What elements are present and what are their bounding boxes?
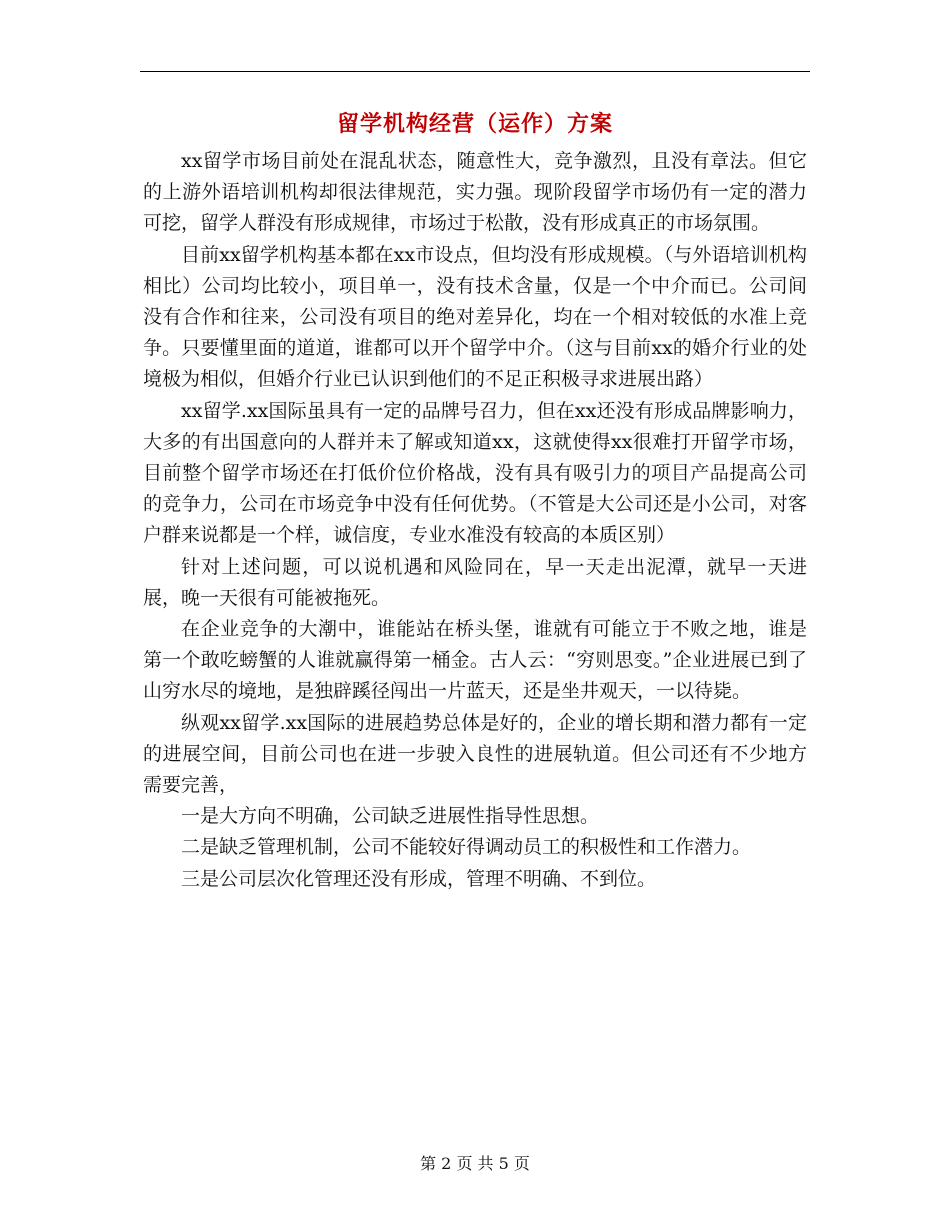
paragraph: 纵观xx留学.xx国际的进展趋势总体是好的，企业的增长期和潜力都有一定的进展空间，目前公司也在进一步驶入良性的进展轨道。但公司还有不少地方需要完善， [143,711,807,797]
document-title: 留学机构经营（运作）方案 [336,111,613,137]
paragraph: xx留学市场目前处在混乱状态，随意性大，竞争激烈，且没有章法。但它的上游外语培训机构却很法律规范，实力强。现阶段留学市场仍有一定的潜力可挖，留学人群没有形成规律，市场过于松散，没有形成真正的市场氛围。 [143,150,807,235]
page-footer: 第 2 页 共 5 页 [420,1154,530,1173]
list-item: 一是大方向不明确，公司缺乏进展性指导性思想。 [181,805,600,828]
paragraph: 针对上述问题，可以说机遇和风险同在，早一天走出泥潭，就早一天进展，晚一天很有可能被拖死。 [143,555,807,609]
paragraph: 目前xx留学机构基本都在xx市设点，但均没有形成规模。（与外语培训机构相比）公司均比较小，项目单一，没有技术含量，仅是一个中介而已。公司间没有合作和往来，公司没有项目的绝对差异化，均在一个相对较低的水准上竞争。只要懂里面的道道，谁都可以开个留学中介。（这与目前xx的婚介行业的处境极为相似，但婚介行业已认识到他们的不足正积极寻求进展出路） [143,243,807,391]
paragraph: xx留学.xx国际虽具有一定的品牌号召力，但在xx还没有形成品牌影响力，大多的有出国意向的人群并未了解或知道xx，这就使得xx很难打开留学市场，目前整个留学市场还在打低价位价格战，没有具有吸引力的项目产品提高公司的竞争力，公司在市场竞争中没有任何优势。（不管是大公司还是小公司，对客户群来说都是一个样，诚信度，专业水准没有较高的本质区别） [143,399,807,547]
list-item: 二是缺乏管理机制，公司不能较好得调动员工的积极性和工作潜力。 [181,836,752,859]
header-rule [140,71,810,72]
document-body [143,146,807,895]
list-item: 三是公司层次化管理还没有形成，管理不明确、不到位。 [181,867,657,890]
paragraph: 在企业竞争的大潮中，谁能站在桥头堡，谁就有可能立于不败之地，谁是第一个敢吃螃蟹的人谁就赢得第一桶金。古人云：“穷则思变。”企业进展已到了山穷水尽的境地，是独辟蹊径闯出一片蓝天，还是坐井观天，一以待毙。 [143,618,807,703]
